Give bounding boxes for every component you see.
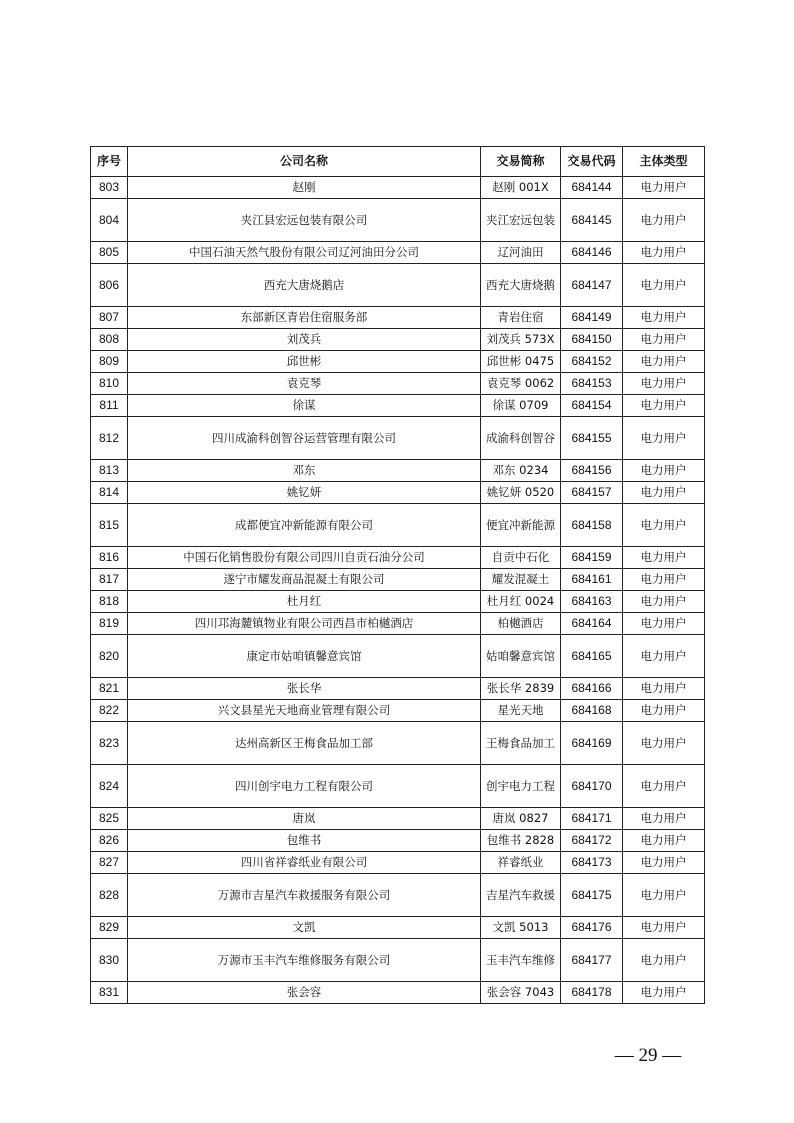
company-name-cell: 成都便宜冲新能源有限公司: [128, 504, 481, 547]
serial-number-cell: 808: [91, 329, 128, 351]
company-name-cell: 赵刚: [128, 177, 481, 199]
company-name-cell: 遂宁市耀发商品混凝土有限公司: [128, 569, 481, 591]
trade-abbreviation-cell: 夹江宏远包装: [481, 199, 561, 242]
trade-code-cell: 684177: [561, 939, 623, 982]
entity-type-cell: 电力用户: [623, 982, 705, 1004]
company-name-cell: 姚钇妍: [128, 482, 481, 504]
company-name-cell: 杜月红: [128, 591, 481, 613]
table-row: [91, 982, 705, 1004]
trade-abbreviation-cell: 星光天地: [481, 700, 561, 722]
serial-number-cell: 831: [91, 982, 128, 1004]
trade-abbreviation-cell: 唐岚 0827: [481, 808, 561, 830]
company-name-cell: 包维书: [128, 830, 481, 852]
header-company-name: 公司名称: [128, 147, 481, 177]
serial-number-cell: 809: [91, 351, 128, 373]
entity-type-cell: 电力用户: [623, 417, 705, 460]
entity-type-cell: 电力用户: [623, 917, 705, 939]
header-serial-number: 序号: [91, 147, 128, 177]
serial-number-cell: 823: [91, 722, 128, 765]
trade-abbreviation-cell: 吉星汽车救援: [481, 874, 561, 917]
trade-code-cell: 684170: [561, 765, 623, 808]
serial-number-cell: 806: [91, 264, 128, 307]
serial-number-cell: 803: [91, 177, 128, 199]
company-name-cell: 西充大唐烧鹅店: [128, 264, 481, 307]
trade-code-cell: 684163: [561, 591, 623, 613]
trade-code-cell: 684176: [561, 917, 623, 939]
table-row: [91, 242, 705, 264]
trade-abbreviation-cell: 姚钇妍 0520: [481, 482, 561, 504]
trade-code-cell: 684155: [561, 417, 623, 460]
trade-abbreviation-cell: 西充大唐烧鹅: [481, 264, 561, 307]
entity-type-cell: 电力用户: [623, 307, 705, 329]
trade-abbreviation-cell: 邓东 0234: [481, 460, 561, 482]
table-row: [91, 613, 705, 635]
trade-abbreviation-cell: 刘茂兵 573X: [481, 329, 561, 351]
serial-number-cell: 828: [91, 874, 128, 917]
trade-code-cell: 684146: [561, 242, 623, 264]
entity-type-cell: 电力用户: [623, 482, 705, 504]
table-row: [91, 547, 705, 569]
trade-abbreviation-cell: 成渝科创智谷: [481, 417, 561, 460]
table-row: [91, 852, 705, 874]
company-name-cell: 夹江县宏远包装有限公司: [128, 199, 481, 242]
entity-type-cell: 电力用户: [623, 678, 705, 700]
trade-abbreviation-cell: 张长华 2839: [481, 678, 561, 700]
serial-number-cell: 819: [91, 613, 128, 635]
table-row: [91, 264, 705, 307]
trade-code-cell: 684144: [561, 177, 623, 199]
table-row: [91, 351, 705, 373]
trade-abbreviation-cell: 青岩住宿: [481, 307, 561, 329]
trade-abbreviation-cell: 王梅食品加工: [481, 722, 561, 765]
trade-abbreviation-cell: 赵刚 001X: [481, 177, 561, 199]
entity-type-cell: 电力用户: [623, 547, 705, 569]
header-entity-type: 主体类型: [623, 147, 705, 177]
serial-number-cell: 813: [91, 460, 128, 482]
serial-number-cell: 805: [91, 242, 128, 264]
serial-number-cell: 810: [91, 373, 128, 395]
entity-type-cell: 电力用户: [623, 395, 705, 417]
serial-number-cell: 829: [91, 917, 128, 939]
trade-code-cell: 684165: [561, 635, 623, 678]
table-row: [91, 460, 705, 482]
serial-number-cell: 807: [91, 307, 128, 329]
serial-number-cell: 825: [91, 808, 128, 830]
company-name-cell: 刘茂兵: [128, 329, 481, 351]
trade-code-cell: 684175: [561, 874, 623, 917]
table-row: [91, 395, 705, 417]
serial-number-cell: 817: [91, 569, 128, 591]
entity-type-cell: 电力用户: [623, 242, 705, 264]
serial-number-cell: 824: [91, 765, 128, 808]
entity-type-cell: 电力用户: [623, 939, 705, 982]
entity-type-cell: 电力用户: [623, 722, 705, 765]
trade-abbreviation-cell: 姑咱馨意宾馆: [481, 635, 561, 678]
serial-number-cell: 821: [91, 678, 128, 700]
serial-number-cell: 811: [91, 395, 128, 417]
company-name-cell: 达州高新区王梅食品加工部: [128, 722, 481, 765]
table-row: [91, 199, 705, 242]
serial-number-cell: 827: [91, 852, 128, 874]
trade-abbreviation-cell: 邱世彬 0475: [481, 351, 561, 373]
trade-code-cell: 684150: [561, 329, 623, 351]
entity-type-cell: 电力用户: [623, 329, 705, 351]
company-name-cell: 张长华: [128, 678, 481, 700]
trade-abbreviation-cell: 辽河油田: [481, 242, 561, 264]
entity-type-cell: 电力用户: [623, 635, 705, 678]
entity-type-cell: 电力用户: [623, 830, 705, 852]
table-row: [91, 874, 705, 917]
entity-type-cell: 电力用户: [623, 199, 705, 242]
entity-type-cell: 电力用户: [623, 460, 705, 482]
company-name-cell: 四川邛海麓镇物业有限公司西昌市柏樾酒店: [128, 613, 481, 635]
header-trade-code: 交易代码: [561, 147, 623, 177]
trade-abbreviation-cell: 张会容 7043: [481, 982, 561, 1004]
table-row: [91, 917, 705, 939]
trade-code-cell: 684152: [561, 351, 623, 373]
entity-type-cell: 电力用户: [623, 569, 705, 591]
serial-number-cell: 822: [91, 700, 128, 722]
trade-abbreviation-cell: 创宇电力工程: [481, 765, 561, 808]
trade-code-cell: 684156: [561, 460, 623, 482]
serial-number-cell: 820: [91, 635, 128, 678]
company-name-cell: 兴文县星光天地商业管理有限公司: [128, 700, 481, 722]
entity-type-cell: 电力用户: [623, 874, 705, 917]
company-name-cell: 四川成渝科创智谷运营管理有限公司: [128, 417, 481, 460]
trade-abbreviation-cell: 徐谋 0709: [481, 395, 561, 417]
entity-type-cell: 电力用户: [623, 351, 705, 373]
entity-type-cell: 电力用户: [623, 700, 705, 722]
table-row: [91, 373, 705, 395]
table-row: [91, 569, 705, 591]
company-name-cell: 邓东: [128, 460, 481, 482]
table-row: [91, 329, 705, 351]
company-name-cell: 康定市姑咱镇馨意宾馆: [128, 635, 481, 678]
trade-abbreviation-cell: 耀发混凝土: [481, 569, 561, 591]
trade-code-cell: 684172: [561, 830, 623, 852]
trade-code-cell: 684161: [561, 569, 623, 591]
entity-type-cell: 电力用户: [623, 765, 705, 808]
trade-abbreviation-cell: 祥睿纸业: [481, 852, 561, 874]
table-row: [91, 635, 705, 678]
trade-code-cell: 684154: [561, 395, 623, 417]
table-row: [91, 504, 705, 547]
trade-code-cell: 684145: [561, 199, 623, 242]
trade-abbreviation-cell: 便宜冲新能源: [481, 504, 561, 547]
table-row: [91, 830, 705, 852]
header-trade-abbreviation: 交易简称: [481, 147, 561, 177]
serial-number-cell: 816: [91, 547, 128, 569]
entity-type-cell: 电力用户: [623, 808, 705, 830]
company-name-cell: 东部新区青岩住宿服务部: [128, 307, 481, 329]
trade-abbreviation-cell: 杜月红 0024: [481, 591, 561, 613]
company-name-cell: 文凯: [128, 917, 481, 939]
trade-code-cell: 684171: [561, 808, 623, 830]
company-name-cell: 邱世彬: [128, 351, 481, 373]
entity-type-cell: 电力用户: [623, 591, 705, 613]
trade-code-cell: 684164: [561, 613, 623, 635]
table-row: [91, 307, 705, 329]
table-row: [91, 177, 705, 199]
trade-abbreviation-cell: 玉丰汽车维修: [481, 939, 561, 982]
trade-code-cell: 684158: [561, 504, 623, 547]
company-name-cell: 唐岚: [128, 808, 481, 830]
serial-number-cell: 804: [91, 199, 128, 242]
entity-type-cell: 电力用户: [623, 177, 705, 199]
table-row: [91, 939, 705, 982]
table-row: [91, 765, 705, 808]
entity-type-cell: 电力用户: [623, 373, 705, 395]
trade-code-cell: 684178: [561, 982, 623, 1004]
company-name-cell: 张会容: [128, 982, 481, 1004]
company-name-cell: 中国石化销售股份有限公司四川自贡石油分公司: [128, 547, 481, 569]
entity-type-cell: 电力用户: [623, 852, 705, 874]
company-name-cell: 中国石油天然气股份有限公司辽河油田分公司: [128, 242, 481, 264]
trade-abbreviation-cell: 袁克琴 0062: [481, 373, 561, 395]
company-name-cell: 袁克琴: [128, 373, 481, 395]
table-header-row: [91, 147, 705, 177]
trade-abbreviation-cell: 柏樾酒店: [481, 613, 561, 635]
entity-type-cell: 电力用户: [623, 264, 705, 307]
company-name-cell: 万源市玉丰汽车维修服务有限公司: [128, 939, 481, 982]
serial-number-cell: 815: [91, 504, 128, 547]
trade-code-cell: 684169: [561, 722, 623, 765]
table-row: [91, 591, 705, 613]
trade-code-cell: 684157: [561, 482, 623, 504]
company-name-cell: 徐谋: [128, 395, 481, 417]
serial-number-cell: 830: [91, 939, 128, 982]
trade-code-cell: 684147: [561, 264, 623, 307]
table-row: [91, 482, 705, 504]
serial-number-cell: 818: [91, 591, 128, 613]
data-table: [90, 146, 705, 1004]
page-number: — 29 —: [614, 1045, 682, 1066]
entity-type-cell: 电力用户: [623, 504, 705, 547]
table-row: [91, 808, 705, 830]
trade-code-cell: 684153: [561, 373, 623, 395]
trade-code-cell: 684168: [561, 700, 623, 722]
trade-code-cell: 684159: [561, 547, 623, 569]
trade-code-cell: 684149: [561, 307, 623, 329]
company-name-cell: 万源市吉星汽车救援服务有限公司: [128, 874, 481, 917]
entity-type-cell: 电力用户: [623, 613, 705, 635]
table-row: [91, 722, 705, 765]
table-row: [91, 417, 705, 460]
trade-abbreviation-cell: 包维书 2828: [481, 830, 561, 852]
serial-number-cell: 814: [91, 482, 128, 504]
serial-number-cell: 812: [91, 417, 128, 460]
table-row: [91, 700, 705, 722]
table-body: [91, 177, 705, 1004]
trade-code-cell: 684173: [561, 852, 623, 874]
trade-code-cell: 684166: [561, 678, 623, 700]
company-name-cell: 四川创宇电力工程有限公司: [128, 765, 481, 808]
table-row: [91, 678, 705, 700]
serial-number-cell: 826: [91, 830, 128, 852]
trade-abbreviation-cell: 自贡中石化: [481, 547, 561, 569]
company-name-cell: 四川省祥睿纸业有限公司: [128, 852, 481, 874]
trade-abbreviation-cell: 文凯 5013: [481, 917, 561, 939]
